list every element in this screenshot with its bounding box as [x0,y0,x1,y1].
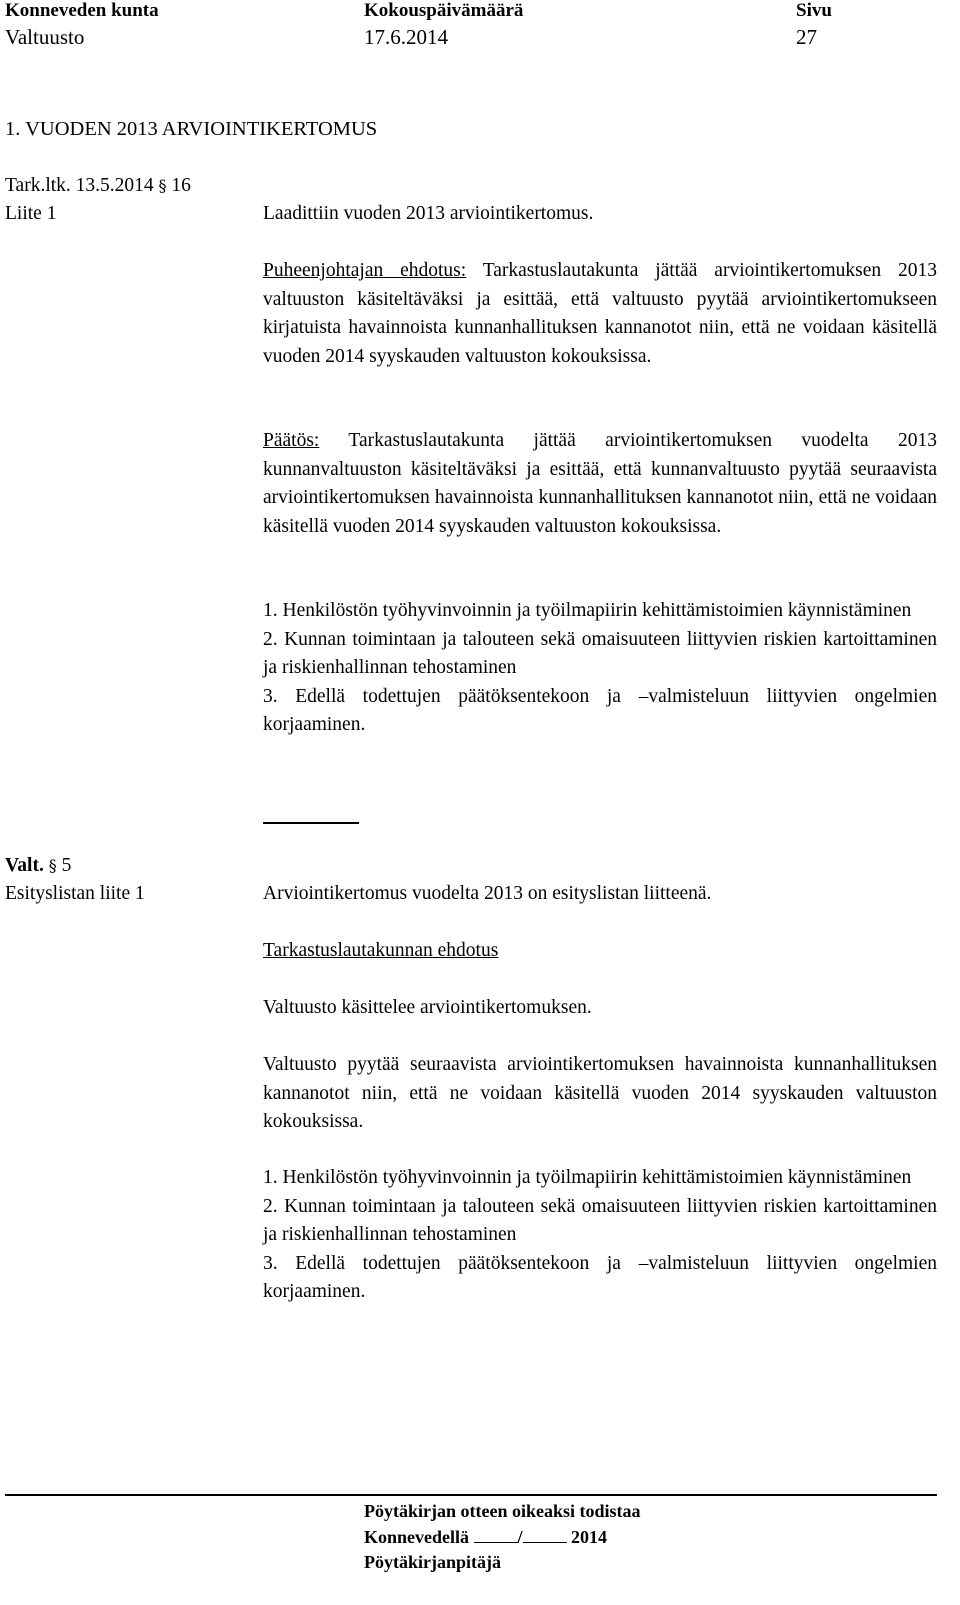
decision-label: Päätös: [263,430,320,451]
list-item: 1. Henkilöstön työhyvinvoinnin ja työilmapiirin kehittämistoimien käynnistäminen [263,1167,912,1188]
proposal-label: Puheenjohtajan ehdotus: [263,260,467,281]
footer-rule [5,1494,937,1496]
intro-text: Arviointikertomus vuodelta 2013 on esityslistan liitteenä. [263,883,712,904]
certification-text: Pöytäkirjan otteen oikeaksi todistaa [364,1501,641,1521]
request-text [263,1051,937,1137]
list-item: 1. Henkilöstön työhyvinvoinnin ja työilmapiirin kehittämistoimien käynnistäminen [263,600,912,621]
decision-items [263,597,937,740]
page-label: Sivu [796,0,832,21]
section-symbol: § [48,856,57,875]
org-label: Konneveden kunta [5,0,159,21]
reference-number: 5 [61,855,72,876]
list-item: 2. Kunnan toimintaan ja talouteen sekä omaisuuteen liittyvien riskien kartoittaminen ja riskienhallinnan tehostaminen [263,1195,937,1245]
year-text: 2014 [571,1526,608,1547]
reference-line [5,172,191,201]
section-symbol: § [158,176,167,195]
place-date-line [364,1525,641,1551]
month-blank [523,1526,567,1543]
place-text: Konnevedellä [364,1526,470,1547]
list-item: 3. Edellä todettujen päätöksentekoon ja –valmisteluun liittyvien ongelmien korjaaminen. [263,685,937,735]
attachment-label: Liite 1 [5,203,57,224]
date-label: Kokouspäivämäärä [364,0,524,21]
request-items [263,1164,937,1307]
reference-number: 16 [171,175,191,196]
signer-text: Pöytäkirjanpitäjä [364,1552,501,1572]
reference-line-valt [5,852,71,881]
list-item: 2. Kunnan toimintaan ja talouteen sekä omaisuuteen liittyvien riskien kartoittaminen ja riskienhallinnan tehostaminen [263,628,937,678]
day-blank [474,1526,518,1543]
org-value: Valtuusto [5,25,85,49]
separator-rule [263,822,359,824]
date-separator: / [517,1526,523,1547]
date-value: 17.6.2014 [364,25,448,49]
page-value: 27 [796,25,817,49]
reference-prefix: Valt. [5,855,44,876]
statement-text: Valtuusto käsittelee arviointikertomuksen. [263,997,592,1018]
proposal-heading: Tarkastuslautakunnan ehdotus [263,940,499,961]
certification-block [364,1499,641,1576]
section-title: 1. VUODEN 2013 ARVIOINTIKERTOMUS [5,118,378,140]
decision [263,427,937,541]
request-paragraph: Valtuusto pyytää seuraavista arviointikertomuksen havainnoista kunnanhallituksen kannanotot niin, että ne voidaan käsitellä vuoden 2014 syyskauden valtuuston kokouksissa. [263,1054,937,1132]
decision-text: Tarkastuslautakunta jättää arviointikertomuksen vuodelta 2013 kunnanvaltuuston käsiteltäväksi ja esittää, että kunnanvaltuusto pyytää seuraavista arviointikertomuksen havainnoista kunnanhallituksen kannanotot niin, että ne voidaan käsitellä vuoden 2014 syyskauden valtuuston kokouksissa. [263,430,937,537]
reference-prefix: Tark.ltk. 13.5.2014 [5,175,154,196]
intro-text: Laadittiin vuoden 2013 arviointikertomus. [263,203,594,224]
attachment-label: Esityslistan liite 1 [5,883,145,904]
list-item: 3. Edellä todettujen päätöksentekoon ja –valmisteluun liittyvien ongelmien korjaaminen. [263,1252,937,1302]
chair-proposal [263,257,937,371]
proposal-text: Tarkastuslautakunta jättää arviointikertomuksen 2013 valtuuston käsiteltäväksi ja esittää, että valtuusto pyytää arviointikertomukseen kirjatuista havainnoista kunnanhallituksen kannanotot niin, että ne voidaan käsitellä vuoden 2014 syyskauden valtuuston kokouksissa. [263,260,937,367]
